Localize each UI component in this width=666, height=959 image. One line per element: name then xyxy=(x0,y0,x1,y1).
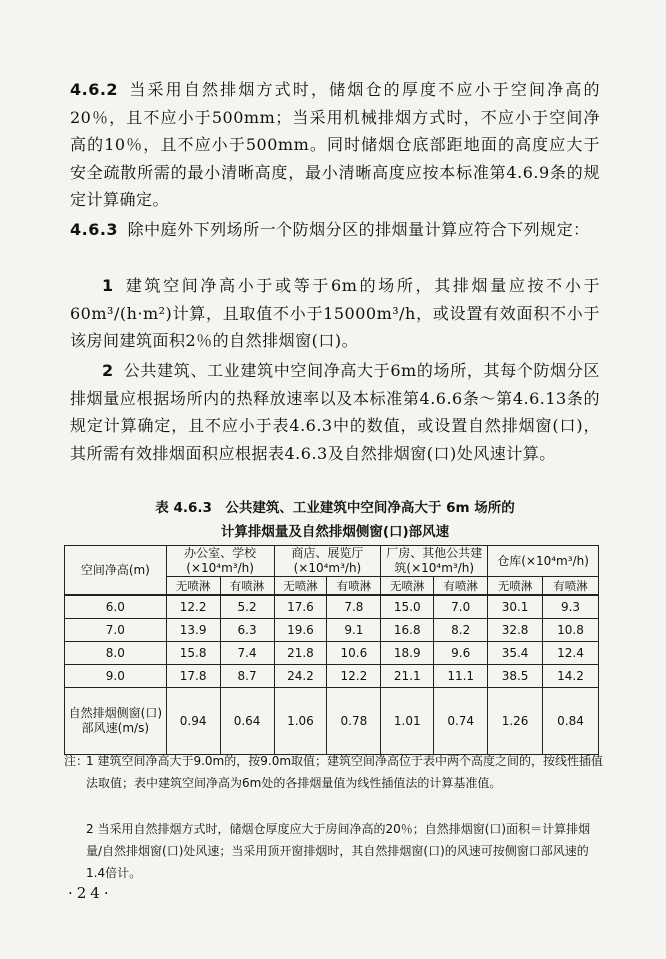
item-text: 建筑空间净高小于或等于6m的场所，其排烟量应按不小于60m³/(h·m²)计算，且取值不小于15000m³/h，或设置有效面积不小于该房间建筑面积2％的自然排烟窗(口)。 xyxy=(70,276,600,350)
table-row-wind-speed xyxy=(65,688,599,755)
table-cell: 7.0 xyxy=(434,595,488,619)
table-cell: 8.7 xyxy=(220,665,274,688)
col-header-shop: 商店、展览厅(×10⁴m³/h) xyxy=(274,546,381,577)
table-cell: 8.2 xyxy=(434,619,488,642)
table-cell: 0.78 xyxy=(327,688,381,755)
sub-header-no-sprinkler: 无喷淋 xyxy=(488,577,543,596)
note-number: 2 xyxy=(86,822,94,836)
table-cell: 9.1 xyxy=(327,619,381,642)
table-cell: 9.0 xyxy=(65,665,167,688)
section-number: 4.6.2 xyxy=(70,80,119,99)
table-cell: 14.2 xyxy=(543,665,599,688)
note-text: 当采用自然排烟方式时，储烟仓厚度应大于房间净高的20％；自然排烟窗(口)面积＝计算排烟量/自然排烟窗(口)处风速；当采用顶开窗排烟时，其自然排烟窗(口)的风速可按侧窗口部风速的1.4倍计。 xyxy=(86,822,591,880)
table-cell: 9.6 xyxy=(434,642,488,665)
table-cell: 7.0 xyxy=(65,619,167,642)
note-number: 1 xyxy=(86,754,94,768)
table-cell: 12.2 xyxy=(327,665,381,688)
table-cell: 15.0 xyxy=(381,595,434,619)
page-number: ·24· xyxy=(68,884,113,902)
table-cell: 11.1 xyxy=(434,665,488,688)
table-cell: 15.8 xyxy=(166,642,220,665)
sub-header-no-sprinkler: 无喷淋 xyxy=(381,577,434,596)
table-row xyxy=(65,642,599,665)
item-number: 1 xyxy=(102,276,114,295)
sub-header-no-sprinkler: 无喷淋 xyxy=(274,577,327,596)
table-cell: 0.84 xyxy=(543,688,599,755)
row-header-wind-speed: 自然排烟侧窗(口)部风速(m/s) xyxy=(65,688,167,755)
table-row xyxy=(65,595,599,619)
table-cell: 24.2 xyxy=(274,665,327,688)
table-cell: 10.8 xyxy=(543,619,599,642)
sub-header-no-sprinkler: 无喷淋 xyxy=(166,577,220,596)
table-cell: 6.3 xyxy=(220,619,274,642)
sub-header-sprinkler: 有喷淋 xyxy=(543,577,599,596)
table-cell: 1.01 xyxy=(381,688,434,755)
table-cell: 12.2 xyxy=(166,595,220,619)
smoke-exhaust-table xyxy=(64,545,599,755)
table-cell: 8.0 xyxy=(65,642,167,665)
note-label: 注： xyxy=(64,754,89,768)
table-cell: 21.1 xyxy=(381,665,434,688)
table-cell: 10.6 xyxy=(327,642,381,665)
section-text: 当采用自然排烟方式时，储烟仓的厚度不应小于空间净高的20％，且不应小于500mm；当采用机械排烟方式时，不应小于空间净高的10％，且不应小于500mm。同时储烟仓底部距地面的高度应大于安全疏散所需的最小清晰高度，最小清晰高度应按本标准第4.6.9条的规定计算确定。 xyxy=(70,80,600,209)
sub-header-sprinkler: 有喷淋 xyxy=(327,577,381,596)
table-cell: 32.8 xyxy=(488,619,543,642)
col-header-warehouse: 仓库(×10⁴m³/h) xyxy=(488,546,599,577)
section-text: 除中庭外下列场所一个防烟分区的排烟量计算应符合下列规定： xyxy=(127,220,590,239)
table-cell: 17.8 xyxy=(166,665,220,688)
section-4-6-2 xyxy=(70,76,600,214)
table-cell: 18.9 xyxy=(381,642,434,665)
table-cell: 35.4 xyxy=(488,642,543,665)
table-cell: 17.6 xyxy=(274,595,327,619)
table-caption-line2: 计算排烟量及自然排烟侧窗(口)部风速 xyxy=(220,524,450,540)
section-number: 4.6.3 xyxy=(70,220,119,239)
table-cell: 12.4 xyxy=(543,642,599,665)
table-cell: 30.1 xyxy=(488,595,543,619)
section-4-6-3 xyxy=(70,216,600,244)
table-cell: 7.8 xyxy=(327,595,381,619)
item-text: 公共建筑、工业建筑中空间净高大于6m的场所，其每个防烟分区排烟量应根据场所内的热释放速率以及本标准第4.6.6条～第4.6.13条的规定计算确定，且不应小于表4.6.3中的数值，或设置自然排烟窗(口)，其所需有效排烟面积应根据表4.6.3及自然排烟窗(口)处风速计算。 xyxy=(70,361,600,463)
col-header-height: 空间净高(m) xyxy=(65,546,167,596)
table-row xyxy=(65,665,599,688)
note-1 xyxy=(64,750,606,794)
table-caption-line1: 表 4.6.3 公共建筑、工业建筑中空间净高大于 6m 场所的 xyxy=(155,500,515,516)
table-cell: 0.94 xyxy=(166,688,220,755)
list-item-2 xyxy=(70,357,600,467)
table-cell: 1.26 xyxy=(488,688,543,755)
table-cell: 7.4 xyxy=(220,642,274,665)
table-cell: 19.6 xyxy=(274,619,327,642)
table-cell: 9.3 xyxy=(543,595,599,619)
sub-header-sprinkler: 有喷淋 xyxy=(220,577,274,596)
col-header-office: 办公室、学校(×10⁴m³/h) xyxy=(166,546,274,577)
note-text: 建筑空间净高大于9.0m的，按9.0m取值；建筑空间净高位于表中两个高度之间的，按线性插值法取值；表中建筑空间净高为6m处的各排烟量值为线性插值法的计算基准值。 xyxy=(86,754,604,790)
table-cell: 5.2 xyxy=(220,595,274,619)
item-number: 2 xyxy=(102,361,114,380)
table-cell: 0.74 xyxy=(434,688,488,755)
list-item-1 xyxy=(70,272,600,355)
sub-header-sprinkler: 有喷淋 xyxy=(434,577,488,596)
table-cell: 0.64 xyxy=(220,688,274,755)
note-2 xyxy=(86,818,606,884)
table-cell: 13.9 xyxy=(166,619,220,642)
table-row xyxy=(65,619,599,642)
table-cell: 1.06 xyxy=(274,688,327,755)
col-header-factory: 厂房、其他公共建筑(×10⁴m³/h) xyxy=(381,546,488,577)
table-cell: 21.8 xyxy=(274,642,327,665)
table-cell: 38.5 xyxy=(488,665,543,688)
table-cell: 16.8 xyxy=(381,619,434,642)
table-cell: 6.0 xyxy=(65,595,167,619)
